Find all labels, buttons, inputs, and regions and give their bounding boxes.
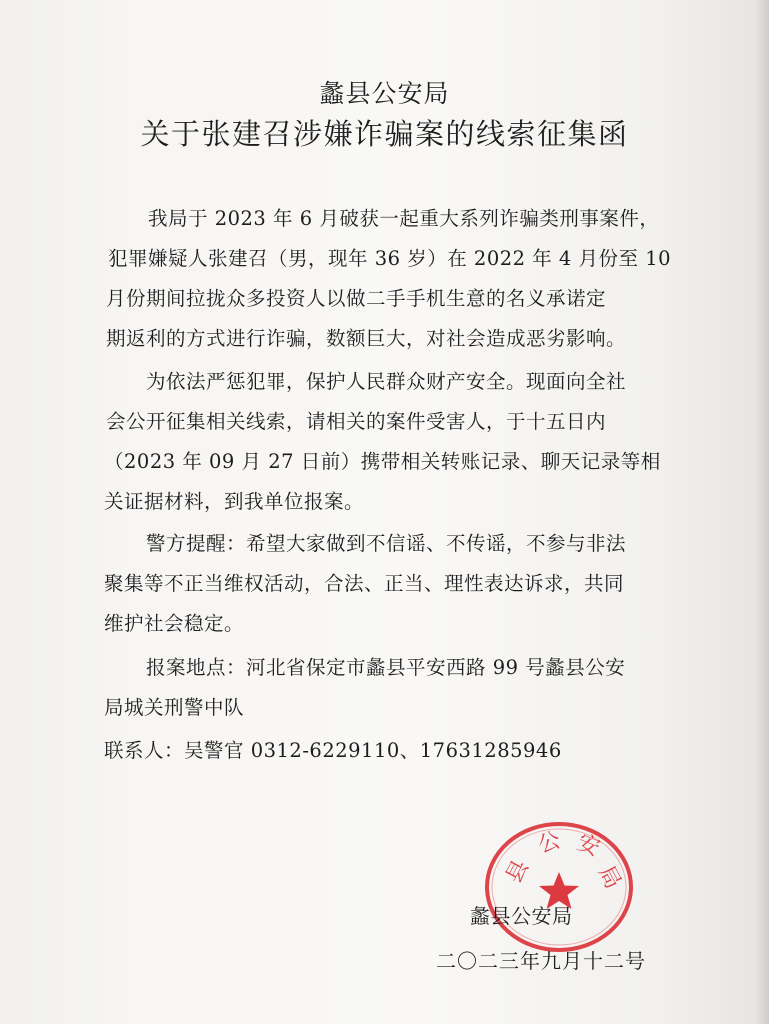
paragraph-2-line-4: 关证据材料，到我单位报案。	[104, 490, 365, 513]
seal-char-3: 安	[573, 830, 604, 862]
page-edge-shadow	[755, 0, 769, 1024]
paragraph-2-line-3: （2023 年 09 月 27 日前）携带相关转账记录、聊天记录等相	[104, 450, 661, 473]
paragraph-4-line-2: 局城关刑警中队	[104, 696, 245, 719]
signature-agency: 蠡县公安局	[470, 904, 573, 928]
paragraph-1-line-2: 犯罪嫌疑人张建召（男，现年 36 岁）在 2022 年 4 月份至 10	[108, 247, 672, 270]
paragraph-1-line-1: 我局于 2023 年 6 月破获一起重大系列诈骗类刑事案件，	[148, 207, 660, 230]
paragraph-2-line-1: 为依法严惩犯罪，保护人民群众财产安全。现面向全社	[146, 370, 627, 393]
seal-char-2: 公	[535, 827, 564, 859]
seal-char-1: 县	[501, 856, 535, 888]
issue-date: 二〇二三年九月十二号	[436, 949, 646, 973]
paragraph-3-line-3: 维护社会稳定。	[104, 612, 245, 635]
seal-char-4: 局	[592, 862, 626, 894]
paragraph-3-line-2: 聚集等不正当维权活动，合法、正当、理性表达诉求，共同	[104, 572, 625, 595]
agency-heading: 蠡县公安局	[319, 79, 450, 108]
contact-line: 联系人：吴警官 0312-6229110、17631285946	[104, 739, 562, 762]
paragraph-1-line-3: 月份期间拉拢众多投资人以做二手手机生意的名义承诺定	[106, 287, 607, 310]
official-seal	[474, 812, 644, 962]
paragraph-4-line-1: 报案地点：河北省保定市蠡县平安西路 99 号蠡县公安	[146, 656, 626, 679]
paragraph-2-line-2: 会公开征集相关线索，请相关的案件受害人，于十五日内	[106, 410, 607, 433]
document-title: 关于张建召涉嫌诈骗案的线索征集函	[140, 117, 629, 151]
paragraph-1-line-4: 期返利的方式进行诈骗，数额巨大，对社会造成恶劣影响。	[106, 327, 627, 350]
paragraph-3-line-1: 警方提醒：希望大家做到不信谣、不传谣，不参与非法	[146, 532, 627, 555]
seal-graphic	[474, 812, 644, 962]
